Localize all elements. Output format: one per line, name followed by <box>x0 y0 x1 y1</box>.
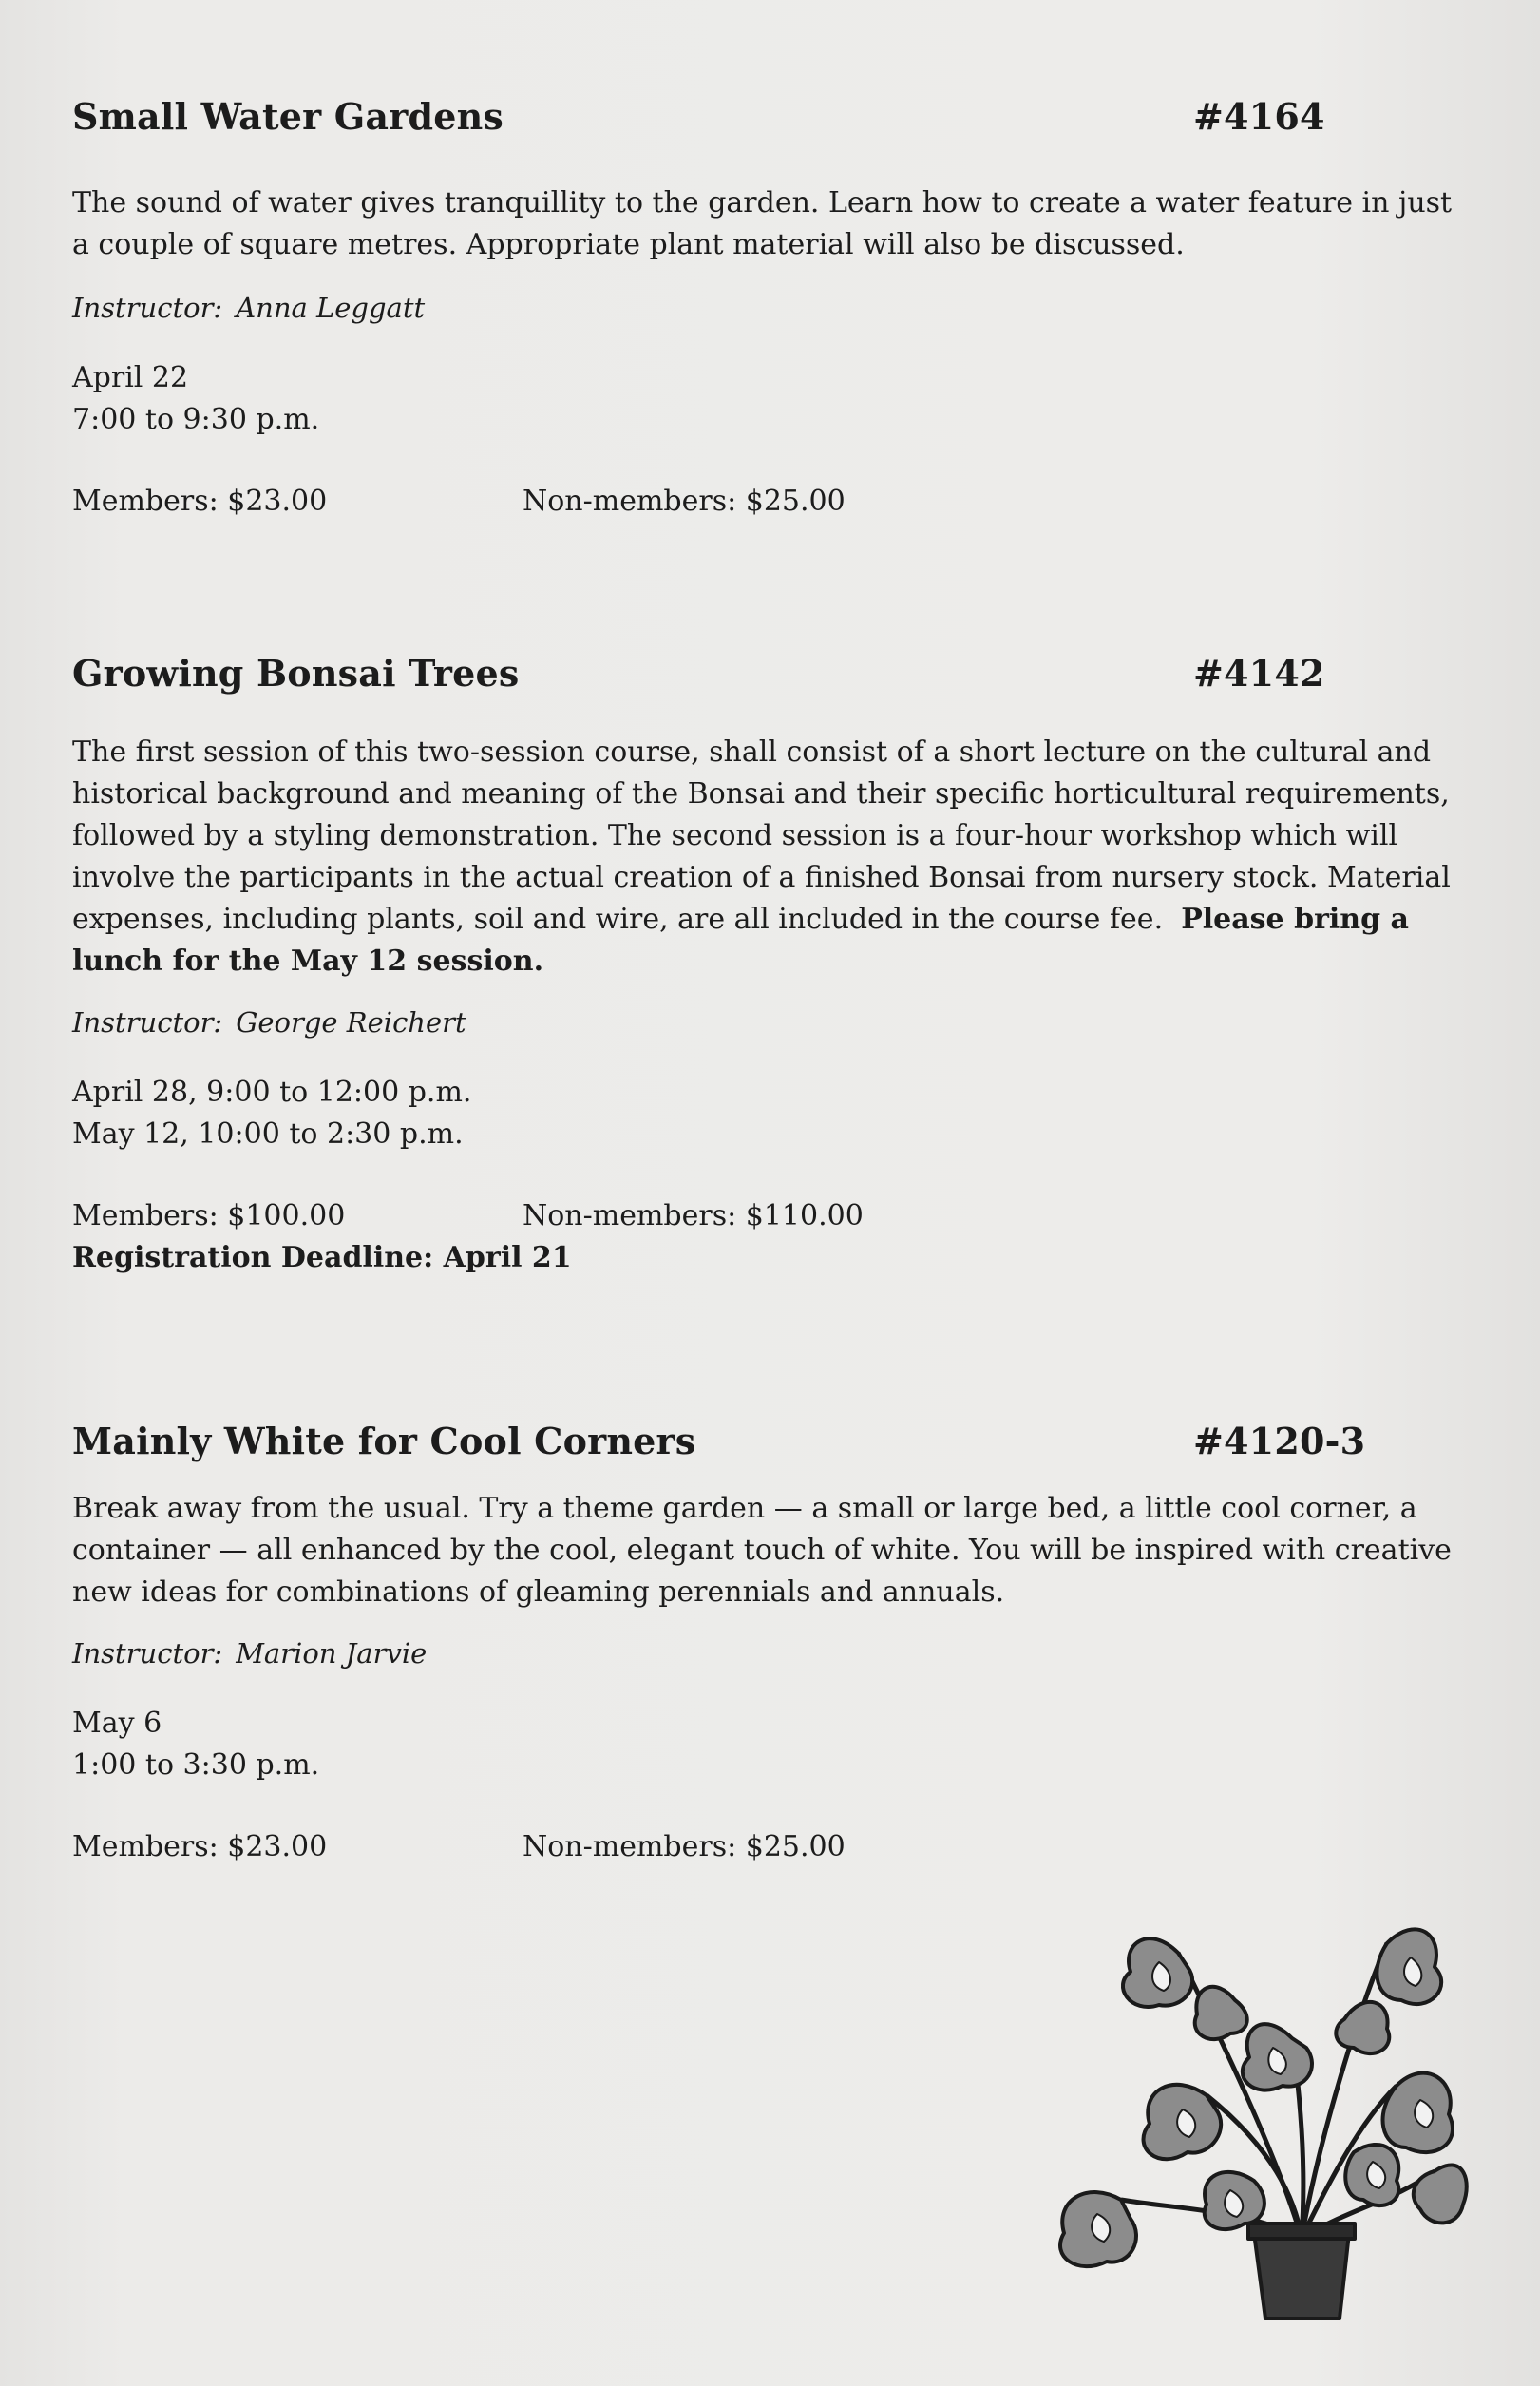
course-fees <box>72 481 1459 523</box>
course-dates <box>72 357 1459 441</box>
course-growing-bonsai-trees <box>72 652 1459 1279</box>
course-code: #4164 <box>1193 95 1325 138</box>
non-members-fee: Non-members: $110.00 <box>523 1199 864 1232</box>
course-header <box>72 95 1459 144</box>
course-code: #4120-3 <box>1193 1420 1366 1462</box>
course-header <box>72 652 1459 701</box>
date-line: May 12, 10:00 to 2:30 p.m. <box>72 1117 464 1151</box>
instructor-label: Instructor: <box>72 1637 223 1670</box>
instructor-label: Instructor: <box>72 1006 223 1039</box>
course-title: Growing Bonsai Trees <box>72 652 520 695</box>
course-title: Mainly White for Cool Corners <box>72 1420 696 1462</box>
instructor-name: Marion Jarvie <box>236 1637 428 1670</box>
members-fee: Members: $23.00 <box>72 1830 328 1863</box>
date-line: 7:00 to 9:30 p.m. <box>72 403 320 436</box>
instructor-line <box>72 1632 1459 1674</box>
instructor-name: Anna Leggatt <box>236 292 426 324</box>
course-description: The sound of water gives tranquillity to the garden. Learn how to create a water feature in just a couple of square metres. Appropriate plant material will also be discussed. <box>72 186 1453 261</box>
members-fee: Members: $23.00 <box>72 485 328 518</box>
course-mainly-white <box>72 1420 1459 1868</box>
instructor-line <box>72 1002 1459 1043</box>
course-dates <box>72 1072 1459 1155</box>
date-line: April 22 <box>72 361 189 394</box>
potted-plant-icon <box>1017 1896 1473 2323</box>
course-description <box>72 732 1469 983</box>
course-title: Small Water Gardens <box>72 95 504 138</box>
non-members-fee: Non-members: $25.00 <box>523 1830 846 1863</box>
lunch-note: Please bring a lunch for the May 12 session. <box>72 903 1409 978</box>
course-small-water-gardens <box>72 95 1459 523</box>
course-description: Break away from the usual. Try a theme garden — a small or large bed, a little cool corner, a container — all enhanced by the cool, elegant touch of white. You will be inspired with creative new ideas for combinations of gleaming perennials and annuals. <box>72 1492 1452 1609</box>
registration-deadline: Registration Deadline: April 21 <box>72 1241 572 1274</box>
course-dates <box>72 1703 1459 1786</box>
instructor-line <box>72 287 1459 329</box>
course-code: #4142 <box>1193 652 1325 695</box>
course-fees <box>72 1195 1459 1237</box>
non-members-fee: Non-members: $25.00 <box>523 485 846 518</box>
instructor-label: Instructor: <box>72 292 223 324</box>
members-fee: Members: $100.00 <box>72 1199 346 1232</box>
date-line: 1:00 to 3:30 p.m. <box>72 1748 320 1782</box>
description-text: The first session of this two-session course, shall consist of a short lecture on the cultural and historical background and meaning of the Bonsai and their specific horticultural requirements, followed by a styling demonstration. The second session is a four-hour workshop which will involve the participants in the actual creation of a finished Bonsai from nursery stock. Material expenses, including plants, soil and wire, are all included in the course fee. <box>72 735 1451 936</box>
course-fees <box>72 1826 1459 1868</box>
course-header <box>72 1420 1459 1469</box>
date-line: May 6 <box>72 1707 162 1740</box>
instructor-name: George Reichert <box>236 1006 466 1039</box>
date-line: April 28, 9:00 to 12:00 p.m. <box>72 1076 472 1109</box>
